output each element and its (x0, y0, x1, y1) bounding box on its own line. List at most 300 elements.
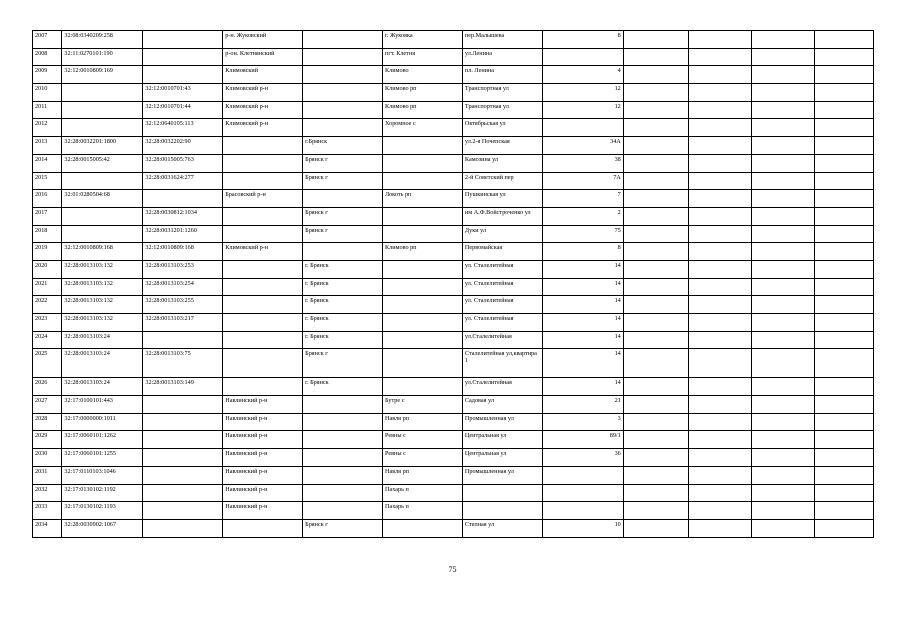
table-cell (383, 137, 463, 155)
table-cell (62, 119, 143, 137)
table-row (33, 154, 874, 172)
table-cell (751, 449, 814, 467)
table-cell: 32:28:0013103:132 (62, 260, 143, 278)
table-cell: Климово рп (383, 243, 463, 261)
table-cell: 2033 (33, 502, 62, 520)
table-cell (815, 378, 874, 396)
table-row (33, 296, 874, 314)
table-cell (623, 101, 688, 119)
table-cell: 32:28:0013103:24 (62, 349, 143, 378)
table-cell: 2034 (33, 519, 62, 537)
table-cell (383, 278, 463, 296)
table-cell (223, 378, 303, 396)
table-cell: Климовский р-н (223, 84, 303, 102)
page-number: 75 (448, 565, 457, 574)
table-cell: 32:28:0013103:149 (143, 378, 223, 396)
table-cell: 32:12:0010809:169 (62, 66, 143, 84)
table-cell (688, 519, 751, 537)
table-cell: 14 (542, 314, 623, 332)
table-cell: Пахарь п (383, 502, 463, 520)
table-cell (303, 66, 383, 84)
table-cell (623, 413, 688, 431)
table-cell: 14 (542, 331, 623, 349)
table-row (33, 66, 874, 84)
table-cell (751, 260, 814, 278)
table-cell: 14 (542, 296, 623, 314)
table-cell (623, 314, 688, 332)
table-cell (623, 331, 688, 349)
table-cell (143, 484, 223, 502)
table-cell (623, 119, 688, 137)
table-cell: 32:28:0013103:255 (143, 296, 223, 314)
table-row (33, 190, 874, 208)
table-cell: 2029 (33, 431, 62, 449)
table-cell (815, 431, 874, 449)
table-cell: 2007 (33, 31, 62, 49)
table-cell: 32:28:0015005:763 (143, 154, 223, 172)
table-cell: Климово рп (383, 101, 463, 119)
table-cell (688, 349, 751, 378)
table-row (33, 378, 874, 396)
table-cell (542, 466, 623, 484)
table-cell: г. Брянск (303, 260, 383, 278)
table-cell (383, 260, 463, 278)
table-cell (815, 296, 874, 314)
table-cell: 14 (542, 378, 623, 396)
table-cell (223, 331, 303, 349)
table-cell: Бутре с (383, 396, 463, 414)
table-cell: Климовский р-н (223, 119, 303, 137)
table-cell (815, 519, 874, 537)
table-cell (623, 190, 688, 208)
table-cell (751, 349, 814, 378)
table-cell (751, 243, 814, 261)
table-cell: Брасовский р-н (223, 190, 303, 208)
table-cell (542, 48, 623, 66)
table-cell: 2012 (33, 119, 62, 137)
table-cell: 2015 (33, 172, 62, 190)
table-cell: 32:28:0013103:132 (62, 314, 143, 332)
table-cell (223, 260, 303, 278)
table-cell: 2009 (33, 66, 62, 84)
table-cell (62, 101, 143, 119)
table-cell: Ревны с (383, 431, 463, 449)
table-cell: 2008 (33, 48, 62, 66)
table-cell: Первомайская (462, 243, 542, 261)
table-cell (383, 172, 463, 190)
table-cell (623, 260, 688, 278)
table-cell (62, 172, 143, 190)
table-cell: 2014 (33, 154, 62, 172)
table-cell: г. Брянск (303, 278, 383, 296)
table-cell: Климовский (223, 66, 303, 84)
table-cell (815, 101, 874, 119)
table-cell (303, 243, 383, 261)
table-cell (688, 502, 751, 520)
table-cell (303, 413, 383, 431)
table-cell (62, 207, 143, 225)
table-cell: Брянск г (303, 519, 383, 537)
table-cell (143, 502, 223, 520)
table-cell (815, 154, 874, 172)
table-cell (688, 484, 751, 502)
table-row (33, 314, 874, 332)
table-cell: Транспортная ул (462, 101, 542, 119)
table-cell: ул.2-я Почепская (462, 137, 542, 155)
table-cell: 2013 (33, 137, 62, 155)
table-cell: Ревны с (383, 449, 463, 467)
table-cell: г. Брянск (303, 296, 383, 314)
table-cell: 32:08:0340209:258 (62, 31, 143, 49)
table-cell: 8 (542, 31, 623, 49)
table-cell (688, 243, 751, 261)
table-cell (223, 207, 303, 225)
table-cell: Садовая ул (462, 396, 542, 414)
table-cell: пл. Ленина (462, 66, 542, 84)
table-cell (542, 119, 623, 137)
table-cell (143, 449, 223, 467)
table-cell (623, 66, 688, 84)
table-row (33, 172, 874, 190)
table-cell (623, 225, 688, 243)
table-cell (623, 154, 688, 172)
table-cell (751, 296, 814, 314)
table-cell: 2024 (33, 331, 62, 349)
table-cell: 32:17:0060101:1262 (62, 431, 143, 449)
table-cell: Навлинский р-н (223, 396, 303, 414)
table-cell (623, 449, 688, 467)
table-cell: г. Брянск (303, 378, 383, 396)
table-row (33, 260, 874, 278)
table-row (33, 502, 874, 520)
table-cell: 32:12:0640105:113 (143, 119, 223, 137)
table-cell: Брянск г (303, 349, 383, 378)
table-cell (623, 484, 688, 502)
table-cell: Брянск г (303, 207, 383, 225)
table-cell (623, 502, 688, 520)
table-cell (688, 101, 751, 119)
table-row (33, 101, 874, 119)
table-cell (623, 296, 688, 314)
table-cell: 32:12:0010701:43 (143, 84, 223, 102)
table-cell: 89/1 (542, 431, 623, 449)
table-cell: 32:28:0013103:253 (143, 260, 223, 278)
table-cell (303, 502, 383, 520)
table-cell: 32:28:0013103:254 (143, 278, 223, 296)
table-cell: г. Жуковка (383, 31, 463, 49)
table-cell (623, 207, 688, 225)
table-cell (688, 378, 751, 396)
table-cell: 2 (542, 207, 623, 225)
table-cell (303, 101, 383, 119)
table-row (33, 349, 874, 378)
table-cell: Центральная ул (462, 449, 542, 467)
table-cell (688, 431, 751, 449)
table-cell: 34А (542, 137, 623, 155)
table-cell: ул.Сталелитейная (462, 331, 542, 349)
table-cell (815, 66, 874, 84)
table-cell (815, 48, 874, 66)
table-cell: Навлинский р-н (223, 413, 303, 431)
table-cell (751, 190, 814, 208)
table-cell: Сталелитейная ул,квартира 1 (462, 349, 542, 378)
table-cell (688, 31, 751, 49)
table-cell: Навля рп (383, 413, 463, 431)
table-cell: г. Брянск (303, 331, 383, 349)
table-cell: 2023 (33, 314, 62, 332)
table-cell: Хоромное с (383, 119, 463, 137)
table-cell (62, 225, 143, 243)
table-cell: 2010 (33, 84, 62, 102)
table-cell: г. Брянск (303, 314, 383, 332)
table-cell: 32:17:0130102:1192 (62, 484, 143, 502)
table-cell (751, 484, 814, 502)
table-cell: 2022 (33, 296, 62, 314)
table-cell: р-н. Жуковский (223, 31, 303, 49)
table-cell: Пахарь п (383, 484, 463, 502)
table-cell: р-он. Клетнянский (223, 48, 303, 66)
table-cell (223, 314, 303, 332)
table-cell (688, 119, 751, 137)
table-cell: Промышленная ул (462, 466, 542, 484)
table-cell (815, 331, 874, 349)
table-cell (751, 119, 814, 137)
table-cell: 21 (542, 396, 623, 414)
table-cell (623, 84, 688, 102)
table-cell (143, 519, 223, 537)
table-cell (815, 349, 874, 378)
table-row (33, 48, 874, 66)
table-cell (815, 31, 874, 49)
table-cell (688, 172, 751, 190)
table-cell (623, 31, 688, 49)
table-cell (751, 413, 814, 431)
table-cell (303, 449, 383, 467)
table-row (33, 207, 874, 225)
table-cell: Навлинский р-н (223, 484, 303, 502)
table-cell: 2032 (33, 484, 62, 502)
table-cell (623, 172, 688, 190)
table-cell (303, 31, 383, 49)
table-cell (688, 190, 751, 208)
table-cell: 32:17:0060101:1255 (62, 449, 143, 467)
table-cell (223, 519, 303, 537)
table-cell: 2025 (33, 349, 62, 378)
table-cell: Навлинский р-н (223, 449, 303, 467)
table-cell (383, 349, 463, 378)
table-row (33, 466, 874, 484)
table-cell (223, 278, 303, 296)
table-cell: 32:28:0030812:1034 (143, 207, 223, 225)
table-cell (751, 137, 814, 155)
table-cell: им А.Ф.Войстроченко ул (462, 207, 542, 225)
table-cell: 32:28:0013103:217 (143, 314, 223, 332)
table-cell (143, 466, 223, 484)
table-cell: Дуки ул (462, 225, 542, 243)
table-row (33, 431, 874, 449)
table-row (33, 331, 874, 349)
table-cell: 32:01:0280504:68 (62, 190, 143, 208)
table-row (33, 484, 874, 502)
table-cell: Степная ул (462, 519, 542, 537)
table-cell (815, 172, 874, 190)
table-row (33, 278, 874, 296)
table-cell (383, 519, 463, 537)
table-cell (815, 413, 874, 431)
table-cell (688, 314, 751, 332)
table-cell (751, 519, 814, 537)
table-cell: Навля рп (383, 466, 463, 484)
table-cell (462, 484, 542, 502)
table-cell (223, 349, 303, 378)
table-cell (223, 172, 303, 190)
table-cell (751, 172, 814, 190)
table-cell: 32:28:0030902:1067 (62, 519, 143, 537)
table-cell: Брянск г (303, 154, 383, 172)
table-cell (815, 466, 874, 484)
table-row (33, 31, 874, 49)
table-cell (303, 466, 383, 484)
table-cell (815, 484, 874, 502)
table-cell: 32:28:0031201:1260 (143, 225, 223, 243)
table-cell: 8 (542, 243, 623, 261)
table-cell (383, 154, 463, 172)
table-cell (143, 331, 223, 349)
table-cell (623, 396, 688, 414)
table-cell: 3 (542, 413, 623, 431)
table-cell (751, 101, 814, 119)
table-cell (815, 449, 874, 467)
table-cell (623, 349, 688, 378)
table-cell: 2011 (33, 101, 62, 119)
table-row (33, 137, 874, 155)
table-cell (383, 225, 463, 243)
table-cell (751, 278, 814, 296)
table-cell (751, 154, 814, 172)
table-cell: Пушкинская ул (462, 190, 542, 208)
table-cell: 38 (542, 154, 623, 172)
table-cell (462, 502, 542, 520)
table-cell: 32:28:0032202:90 (143, 137, 223, 155)
table-cell: 12 (542, 84, 623, 102)
table-cell: Навлинский р-н (223, 431, 303, 449)
table-cell (815, 119, 874, 137)
table-cell: 14 (542, 349, 623, 378)
table-cell: Брянск г (303, 172, 383, 190)
table-cell: 32:28:0013103:132 (62, 296, 143, 314)
table-cell (303, 48, 383, 66)
table-cell: ул. Сталелитейная (462, 260, 542, 278)
table-cell (751, 225, 814, 243)
table-cell (815, 137, 874, 155)
table-cell: 2030 (33, 449, 62, 467)
table-cell: 7 (542, 190, 623, 208)
table-cell (383, 378, 463, 396)
table-cell (688, 331, 751, 349)
table-cell: 32:12:0010809:168 (143, 243, 223, 261)
table-cell (623, 431, 688, 449)
table-cell: 4 (542, 66, 623, 84)
table-cell (143, 413, 223, 431)
table-cell: 2021 (33, 278, 62, 296)
table-cell (623, 278, 688, 296)
table-cell (751, 466, 814, 484)
table-cell (542, 502, 623, 520)
table-cell (688, 154, 751, 172)
table-cell (751, 207, 814, 225)
table-cell (143, 190, 223, 208)
table-cell (815, 207, 874, 225)
table-cell: Климовский р-н (223, 101, 303, 119)
table-cell (751, 66, 814, 84)
table-cell (303, 190, 383, 208)
table-cell (815, 396, 874, 414)
table-cell (688, 278, 751, 296)
table-cell: ул. Сталелитейная (462, 278, 542, 296)
table-cell: Камозина ул (462, 154, 542, 172)
table-cell (223, 137, 303, 155)
table-cell (303, 431, 383, 449)
table-cell: 2027 (33, 396, 62, 414)
table-row (33, 84, 874, 102)
table-cell: 32:17:0000000:1011 (62, 413, 143, 431)
table-cell (623, 137, 688, 155)
table-cell (623, 378, 688, 396)
table-cell: 32:28:0031624:277 (143, 172, 223, 190)
table-cell (751, 331, 814, 349)
table-cell: 32:12:0010701:44 (143, 101, 223, 119)
table-cell (542, 484, 623, 502)
table-cell (751, 31, 814, 49)
table-cell (143, 431, 223, 449)
table-cell: 2020 (33, 260, 62, 278)
table-row (33, 519, 874, 537)
table-cell: Навлинский р-н (223, 502, 303, 520)
table-cell (688, 225, 751, 243)
table-row (33, 396, 874, 414)
table-cell (815, 314, 874, 332)
table-cell (143, 31, 223, 49)
table-cell: 32:28:0013103:24 (62, 378, 143, 396)
table-cell: Брянск г (303, 225, 383, 243)
table-cell: 36 (542, 449, 623, 467)
table-cell: 32:11:0270101:190 (62, 48, 143, 66)
table-cell (688, 396, 751, 414)
table-row (33, 243, 874, 261)
table-cell (751, 431, 814, 449)
table-cell (223, 154, 303, 172)
table-cell: г.Брянск (303, 137, 383, 155)
table-row (33, 119, 874, 137)
table-cell: 7А (542, 172, 623, 190)
table-cell: 32:28:0013103:132 (62, 278, 143, 296)
table-cell (688, 48, 751, 66)
table-cell (815, 502, 874, 520)
table-cell (688, 84, 751, 102)
table-cell (815, 278, 874, 296)
registry-table (32, 30, 874, 538)
table-cell (623, 243, 688, 261)
table-cell (143, 66, 223, 84)
table-cell (751, 84, 814, 102)
table-cell: 75 (542, 225, 623, 243)
table-cell (688, 413, 751, 431)
table-row (33, 225, 874, 243)
table-cell (303, 396, 383, 414)
table-cell: 32:28:0013103:24 (62, 331, 143, 349)
table-cell: ул.Ленина (462, 48, 542, 66)
table-cell (688, 449, 751, 467)
